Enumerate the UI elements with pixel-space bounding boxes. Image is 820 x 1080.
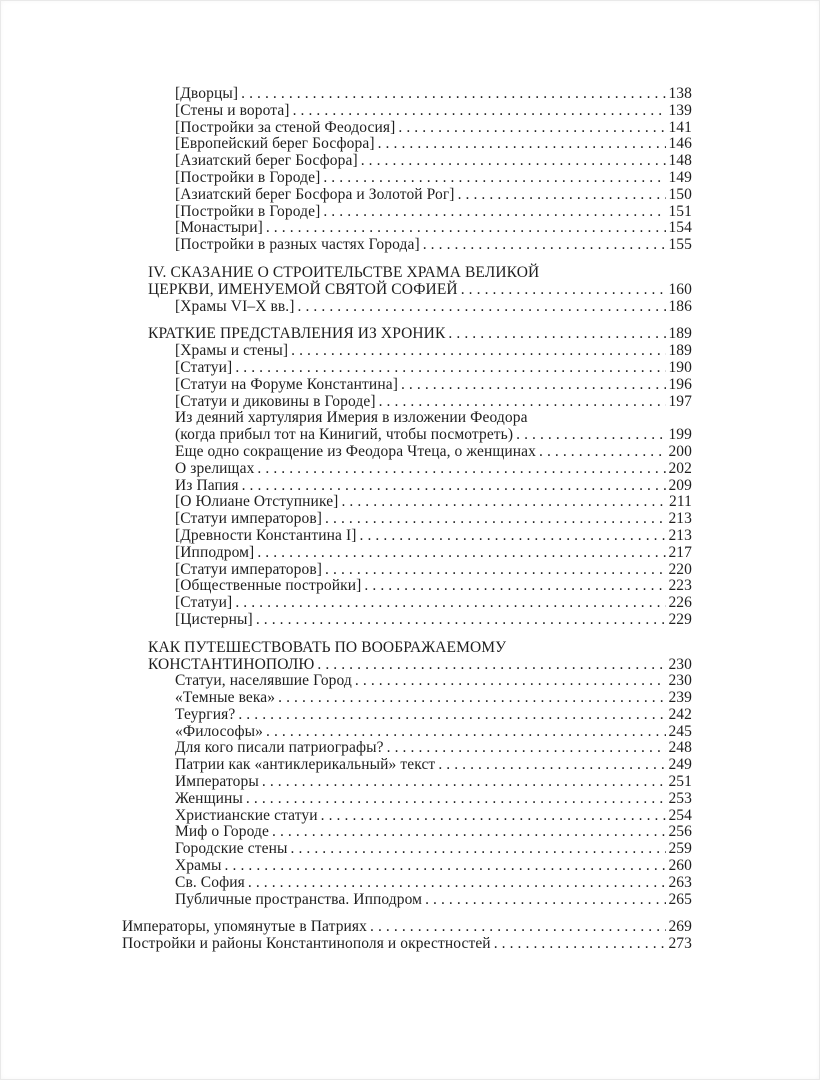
dot-leader: [423, 237, 667, 254]
toc-entry-label: Императоры: [175, 773, 259, 791]
toc-entry-label: [Статуи императоров]: [175, 560, 323, 578]
dot-leader: [298, 299, 667, 316]
dot-leader: [278, 690, 666, 707]
toc-entry-page: 160: [668, 280, 692, 298]
toc-entry-line: [175, 673, 692, 690]
dot-leader: [291, 841, 667, 858]
dot-leader: [379, 394, 667, 411]
toc-entry: [175, 707, 692, 724]
toc-entry-line: [122, 936, 692, 953]
toc-entry: [175, 444, 692, 461]
toc-entry-label: [Дворцы]: [175, 85, 239, 102]
toc-entry: [175, 562, 692, 579]
toc-entry: [175, 136, 692, 153]
toc-entry: [175, 875, 692, 892]
dot-leader: [360, 528, 667, 545]
dot-leader: [539, 444, 666, 461]
dot-leader: [387, 740, 667, 757]
toc-entry-line: [175, 478, 692, 495]
toc-entry: [175, 153, 692, 170]
dot-leader: [398, 120, 666, 137]
dot-leader: [323, 170, 666, 187]
toc-entry-page: 200: [668, 442, 692, 460]
dot-leader: [438, 757, 666, 774]
toc-entry: [122, 936, 692, 953]
toc-entry-label: Статуи, населявшие Город: [175, 672, 352, 690]
dot-leader: [401, 377, 666, 394]
toc-entry: [175, 791, 692, 808]
dot-leader: [317, 657, 666, 674]
toc-entry-label: [О Юлиане Отступнике]: [175, 493, 339, 511]
toc-entry-label: Христианские статуи: [175, 806, 318, 824]
dot-leader: [325, 511, 666, 528]
dot-leader: [361, 153, 667, 170]
toc-entry: [175, 528, 692, 545]
toc-entry-line: [175, 170, 692, 187]
toc-entry-label: [Постройки в Городе]: [175, 168, 321, 186]
toc-entry-line: [122, 919, 692, 936]
toc-entry-label: [Постройки в разных частях Города]: [175, 236, 420, 254]
toc-entry: [175, 360, 692, 377]
toc-entry-line: [175, 394, 692, 411]
toc-entry: [175, 511, 692, 528]
toc-entry: [175, 673, 692, 690]
toc-entry: [175, 394, 692, 411]
toc-entry-page: 242: [668, 705, 692, 723]
dot-leader: [235, 595, 666, 612]
toc-entry-page: 202: [668, 459, 692, 477]
toc-entry-page: 249: [668, 756, 692, 774]
toc-entry-page: 265: [668, 890, 692, 908]
toc-entry-label: Публичные пространства. Ипподром: [175, 890, 423, 908]
toc-entry-label: (когда прибыл тот на Кинигий, чтобы посмотреть): [175, 426, 514, 444]
toc-entry-line: [175, 237, 692, 254]
toc-entry-line: [148, 657, 692, 674]
toc-entry: [175, 220, 692, 237]
toc-entry-label: [Европейский берег Босфора]: [175, 135, 375, 153]
toc-entry-page: 256: [668, 823, 692, 841]
toc-entry-line: [175, 578, 692, 595]
toc-entry: [175, 170, 692, 187]
toc-entry-label: [Общественные постройки]: [175, 577, 362, 595]
toc-entry-page: 189: [668, 325, 692, 343]
dot-leader: [257, 545, 666, 562]
dot-leader: [225, 858, 667, 875]
toc-entry-label: [Статуи]: [175, 594, 233, 612]
toc-entry-page: 196: [668, 375, 692, 393]
toc-entry-page: 141: [668, 118, 692, 136]
toc-entry-page: 146: [668, 135, 692, 153]
toc-entry: [175, 299, 692, 316]
toc-entry-page: 189: [668, 342, 692, 360]
toc-entry-line: [175, 562, 692, 579]
dot-leader: [378, 136, 667, 153]
toc-entry-line: [148, 265, 692, 282]
toc-entry-line: [175, 103, 692, 120]
toc-entry-line: [175, 841, 692, 858]
dot-leader: [364, 578, 666, 595]
toc-entry-label: КАК ПУТЕШЕСТВОВАТЬ ПО ВООБРАЖАЕМОМУ: [148, 638, 507, 656]
dot-leader: [262, 774, 667, 791]
toc-entry-label: Теургия?: [175, 705, 236, 723]
toc-entry-line: [148, 326, 692, 343]
toc-entry-label: [Постройки за стеной Феодосия]: [175, 118, 396, 136]
toc-entry-line: [175, 187, 692, 204]
toc-entry-line: [175, 511, 692, 528]
toc-entry-line: [175, 120, 692, 137]
toc-entry-page: 151: [668, 202, 692, 220]
toc-entry-label: Миф о Городе: [175, 823, 269, 841]
toc-entry-label: [Статуи и диковины в Городе]: [175, 392, 376, 410]
toc-entry-line: [175, 461, 692, 478]
toc-entry: [175, 86, 692, 103]
toc-entry-line: [175, 690, 692, 707]
toc-entry-page: 223: [668, 577, 692, 595]
toc-entry-line: [175, 858, 692, 875]
dot-leader: [323, 204, 666, 221]
toc-entry-page: 239: [668, 689, 692, 707]
toc-entry: [175, 774, 692, 791]
toc-entry-label: [Стены и ворота]: [175, 101, 290, 119]
toc-entry-label: [Азиатский берег Босфора и Золотой Рог]: [175, 185, 455, 203]
toc-entry-label: Императоры, упомянутые в Патриях: [122, 918, 368, 936]
dot-leader: [293, 103, 667, 120]
toc-entry-page: 197: [668, 392, 692, 410]
toc-entry: [175, 478, 692, 495]
toc-entry: [148, 640, 692, 674]
toc-entry-page: 154: [668, 219, 692, 237]
toc-entry: [175, 841, 692, 858]
toc-entry-line: [175, 343, 692, 360]
toc-entry: [148, 265, 692, 299]
toc-entry-page: 259: [668, 840, 692, 858]
toc-entry-label: [Цистерны]: [175, 610, 253, 628]
toc-entry: [175, 494, 692, 511]
toc-entry-line: [175, 824, 692, 841]
dot-leader: [266, 220, 667, 237]
toc-entry-page: 155: [668, 236, 692, 254]
toc-entry-label: Постройки и районы Константинополя и окрестностей: [122, 935, 491, 953]
toc-entry: [175, 120, 692, 137]
toc-entry-page: 226: [668, 594, 692, 612]
toc-entry-page: 254: [668, 806, 692, 824]
dot-leader: [461, 282, 667, 299]
toc-entry-label: [Постройки в Городе]: [175, 202, 321, 220]
toc-entry-line: [175, 153, 692, 170]
toc-entry-label: КОНСТАНТИНОПОЛЮ: [148, 655, 315, 673]
toc-entry-label: [Статуи на Форуме Константина]: [175, 375, 398, 393]
toc-entry-page: 220: [668, 560, 692, 578]
toc-entry-label: [Храмы VI–X вв.]: [175, 297, 295, 315]
toc-entry-label: [Храмы и стены]: [175, 342, 289, 360]
toc-entry-page: 273: [668, 935, 692, 953]
toc-entry-page: 263: [668, 873, 692, 891]
dot-leader: [370, 919, 666, 936]
toc-entry-line: [175, 545, 692, 562]
toc-entry-page: 149: [668, 168, 692, 186]
toc-entry-line: [175, 444, 692, 461]
toc-entry: [175, 377, 692, 394]
toc-entry-page: 248: [668, 739, 692, 757]
toc-entry-line: [175, 86, 692, 103]
toc-entry-line: [175, 808, 692, 825]
toc-entry-line: [175, 136, 692, 153]
toc-entry-page: 139: [668, 101, 692, 119]
toc-entry: [175, 204, 692, 221]
toc-entry: [175, 612, 692, 629]
toc-entry: [122, 919, 692, 936]
toc-entry: [175, 858, 692, 875]
dot-leader: [242, 478, 667, 495]
dot-leader: [266, 724, 666, 741]
toc-entry-label: [Статуи]: [175, 358, 233, 376]
toc-entry-label: «Философы»: [175, 722, 263, 740]
toc-entry-label: О зрелищах: [175, 459, 255, 477]
toc-entry: [175, 740, 692, 757]
toc-entry-line: [175, 875, 692, 892]
dot-leader: [321, 808, 667, 825]
dot-leader: [458, 187, 667, 204]
dot-leader: [325, 562, 666, 579]
toc-entry-label: [Азиатский берег Босфора]: [175, 152, 358, 170]
toc-entry-line: [175, 427, 692, 444]
toc-entry: [175, 343, 692, 360]
toc-entry: [175, 892, 692, 909]
dot-leader: [448, 326, 666, 343]
toc-entry-label: Из деяний хартулярия Имерия в изложении Феодора: [175, 409, 528, 427]
toc-entry-label: Женщины: [175, 789, 243, 807]
toc-entry-label: Еще одно сокращение из Феодора Чтеца, о женщинах: [175, 442, 536, 460]
dot-leader: [248, 875, 667, 892]
toc-entry: [175, 545, 692, 562]
toc-entry-label: Патрии как «антиклерикальный» текст: [175, 756, 436, 774]
toc-entry: [175, 808, 692, 825]
toc-entry-line: [175, 410, 692, 427]
toc-entry-page: 211: [669, 493, 692, 511]
toc-entry-label: Для кого писали патриографы?: [175, 739, 384, 757]
toc-entry-page: 209: [668, 476, 692, 494]
toc-entry: [175, 724, 692, 741]
toc-entry-line: [175, 707, 692, 724]
toc-entry: [175, 103, 692, 120]
toc-entry-page: 217: [668, 543, 692, 561]
toc-entry-line: [175, 740, 692, 757]
toc-entry-line: [175, 595, 692, 612]
toc-entry-line: [175, 774, 692, 791]
toc-entry: [175, 578, 692, 595]
toc-entry: [175, 757, 692, 774]
dot-leader: [516, 427, 666, 444]
dot-leader: [246, 791, 667, 808]
toc-entry-label: ЦЕРКВИ, ИМЕНУЕМОЙ СВЯТОЙ СОФИЕЙ: [148, 280, 458, 298]
toc-entry-label: Из Папия: [175, 476, 239, 494]
toc-entry-line: [175, 204, 692, 221]
toc-entry-line: [175, 612, 692, 629]
toc-entry-page: 186: [668, 297, 692, 315]
toc-entry-line: [175, 791, 692, 808]
toc-entry-label: КРАТКИЕ ПРЕДСТАВЛЕНИЯ ИЗ ХРОНИК: [148, 325, 446, 343]
dot-leader: [425, 892, 666, 909]
dot-leader: [494, 936, 667, 953]
toc-entry: [175, 690, 692, 707]
toc-entry: [175, 187, 692, 204]
toc-entry-line: [175, 299, 692, 316]
dot-leader: [241, 86, 666, 103]
toc-entry-label: Св. София: [175, 873, 245, 891]
toc-entry-page: 251: [668, 773, 692, 791]
toc-entry-page: 213: [668, 526, 692, 544]
dot-leader: [238, 707, 666, 724]
dot-leader: [355, 673, 667, 690]
toc-entry-label: [Древности Константина I]: [175, 526, 357, 544]
toc-entry: [175, 410, 692, 444]
dot-leader: [291, 343, 666, 360]
toc-entry-line: [175, 377, 692, 394]
toc-entry-line: [148, 640, 692, 657]
toc-entry: [148, 326, 692, 343]
toc-entry-page: 269: [668, 918, 692, 936]
toc-entry-page: 150: [668, 185, 692, 203]
toc-entry-page: 138: [668, 85, 692, 102]
toc-list: [122, 86, 692, 953]
toc-entry-page: 148: [668, 152, 692, 170]
toc-entry-label: «Темные века»: [175, 689, 276, 707]
toc-entry-page: 230: [668, 672, 692, 690]
toc-entry: [175, 595, 692, 612]
toc-entry-page: 260: [668, 857, 692, 875]
toc-entry-line: [175, 220, 692, 237]
toc-entry-label: [Монастыри]: [175, 219, 263, 237]
toc-entry-page: 190: [668, 358, 692, 376]
toc-entry: [175, 237, 692, 254]
dot-leader: [235, 360, 666, 377]
toc-entry-line: [175, 757, 692, 774]
toc-entry-page: 199: [668, 426, 692, 444]
toc-entry-label: IV. СКАЗАНИЕ О СТРОИТЕЛЬСТВЕ ХРАМА ВЕЛИКОЙ: [148, 263, 540, 281]
toc-entry-line: [175, 494, 692, 511]
toc-entry-label: [Статуи императоров]: [175, 510, 323, 528]
toc-entry-line: [148, 282, 692, 299]
toc-entry: [175, 824, 692, 841]
toc-entry: [175, 461, 692, 478]
toc-entry-label: Городские стены: [175, 840, 288, 858]
dot-leader: [256, 612, 667, 629]
toc-entry-label: [Ипподром]: [175, 543, 255, 561]
toc-entry-line: [175, 724, 692, 741]
dot-leader: [257, 461, 666, 478]
toc-entry-page: 229: [668, 610, 692, 628]
toc-entry-page: 253: [668, 789, 692, 807]
toc-entry-label: Храмы: [175, 857, 222, 875]
toc-entry-line: [175, 528, 692, 545]
dot-leader: [272, 824, 666, 841]
toc-entry-page: 245: [668, 722, 692, 740]
toc-entry-line: [175, 892, 692, 909]
dot-leader: [341, 494, 667, 511]
toc-entry-page: 230: [668, 655, 692, 673]
toc-entry-line: [175, 360, 692, 377]
toc-entry-page: 213: [668, 510, 692, 528]
